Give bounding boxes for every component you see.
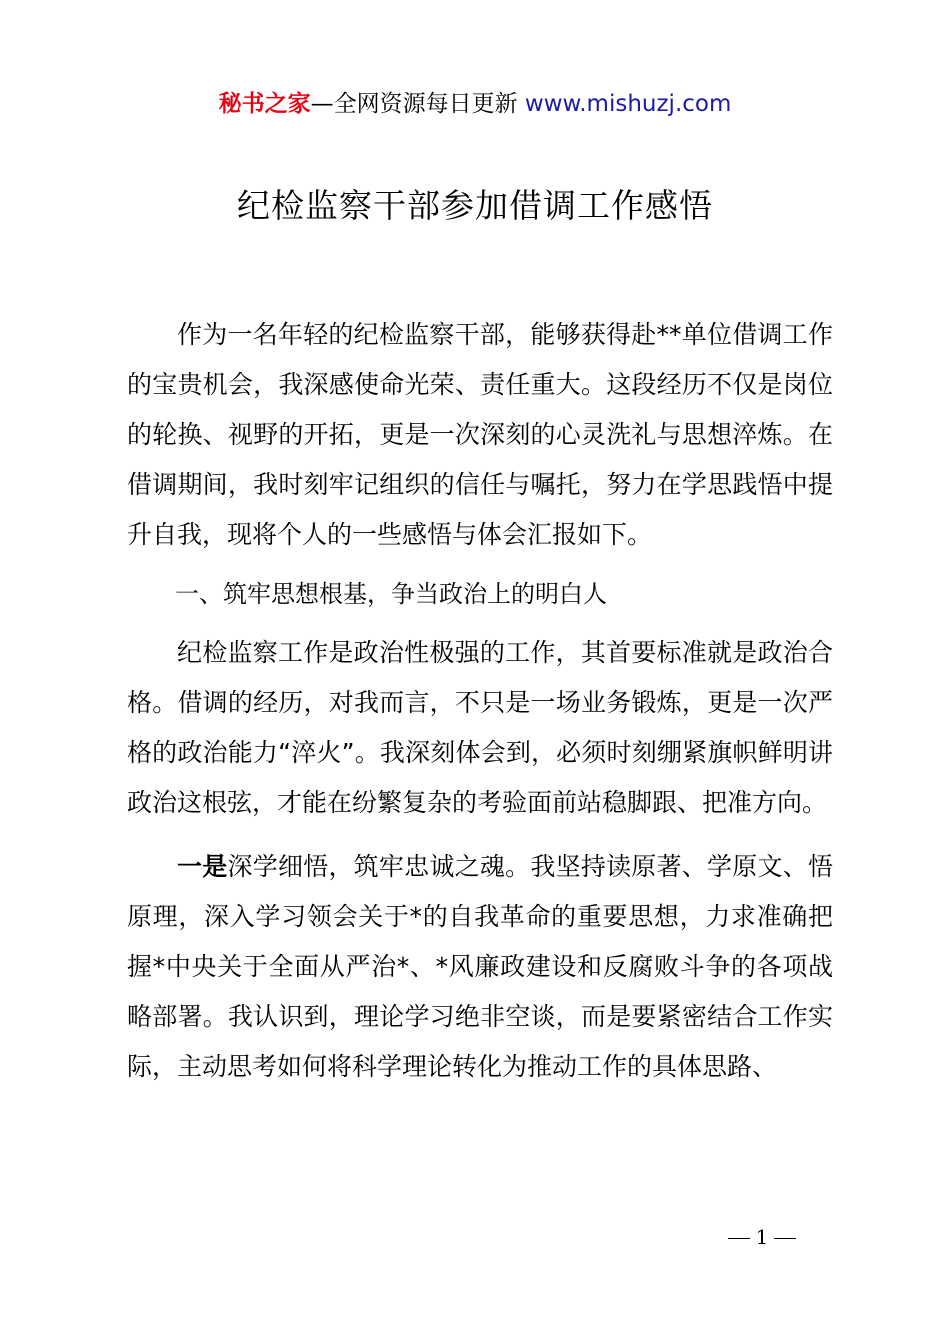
paragraph-gap xyxy=(127,828,833,842)
page-number-value: 1 xyxy=(755,1225,769,1249)
brand-name: 秘书之家 xyxy=(218,91,311,117)
document-title: 纪检监察干部参加借调工作感悟 xyxy=(237,186,713,225)
site-url-link[interactable]: www.mishuzj.com xyxy=(524,91,732,117)
page-dash-left xyxy=(728,1238,750,1239)
point-1-lead: 一是 xyxy=(177,852,228,881)
site-header xyxy=(0,86,950,122)
section-1-paragraph: 纪检监察工作是政治性极强的工作，其首要标准就是政治合格。借调的经历，对我而言，不只是一场业务锻炼，更是一次严格的政治能力“淬火”。我深刻体会到，必须时刻绷紧旗帜鲜明讲政治这根弦，才能在纷繁复杂的考验面前站稳脚跟、把准方向。 xyxy=(127,638,833,817)
point-1-text: 深学细悟，筑牢忠诚之魂。我坚持读原著、学原文、悟原理，深入学习领会关于*的自我革命的重要思想，力求准确把握*中央关于全面从严治*、*风廉政建设和反腐败斗争的各项战略部署。我认识到，理论学习绝非空谈，而是要紧密结合工作实际，主动思考如何将科学理论转化为推动工作的具体思路、 xyxy=(127,852,833,1081)
intro-paragraph: 作为一名年轻的纪检监察干部，能够获得赴**单位借调工作的宝贵机会，我深感使命光荣、责任重大。这段经历不仅是岗位的轮换、视野的开拓，更是一次深刻的心灵洗礼与思想淬炼。在借调期间，我时刻牢记组织的信任与嘱托，努力在学思践悟中提升自我，现将个人的一些感悟与体会汇报如下。 xyxy=(127,320,833,549)
header-tagline: —全网资源每日更新 xyxy=(310,91,525,117)
section-heading-1: 一、筑牢思想根基，争当政治上的明白人 xyxy=(175,580,607,608)
page-dash-right xyxy=(774,1238,796,1239)
page-number xyxy=(712,1222,812,1252)
document-body xyxy=(127,310,833,1092)
point-1-paragraph xyxy=(127,842,833,1092)
